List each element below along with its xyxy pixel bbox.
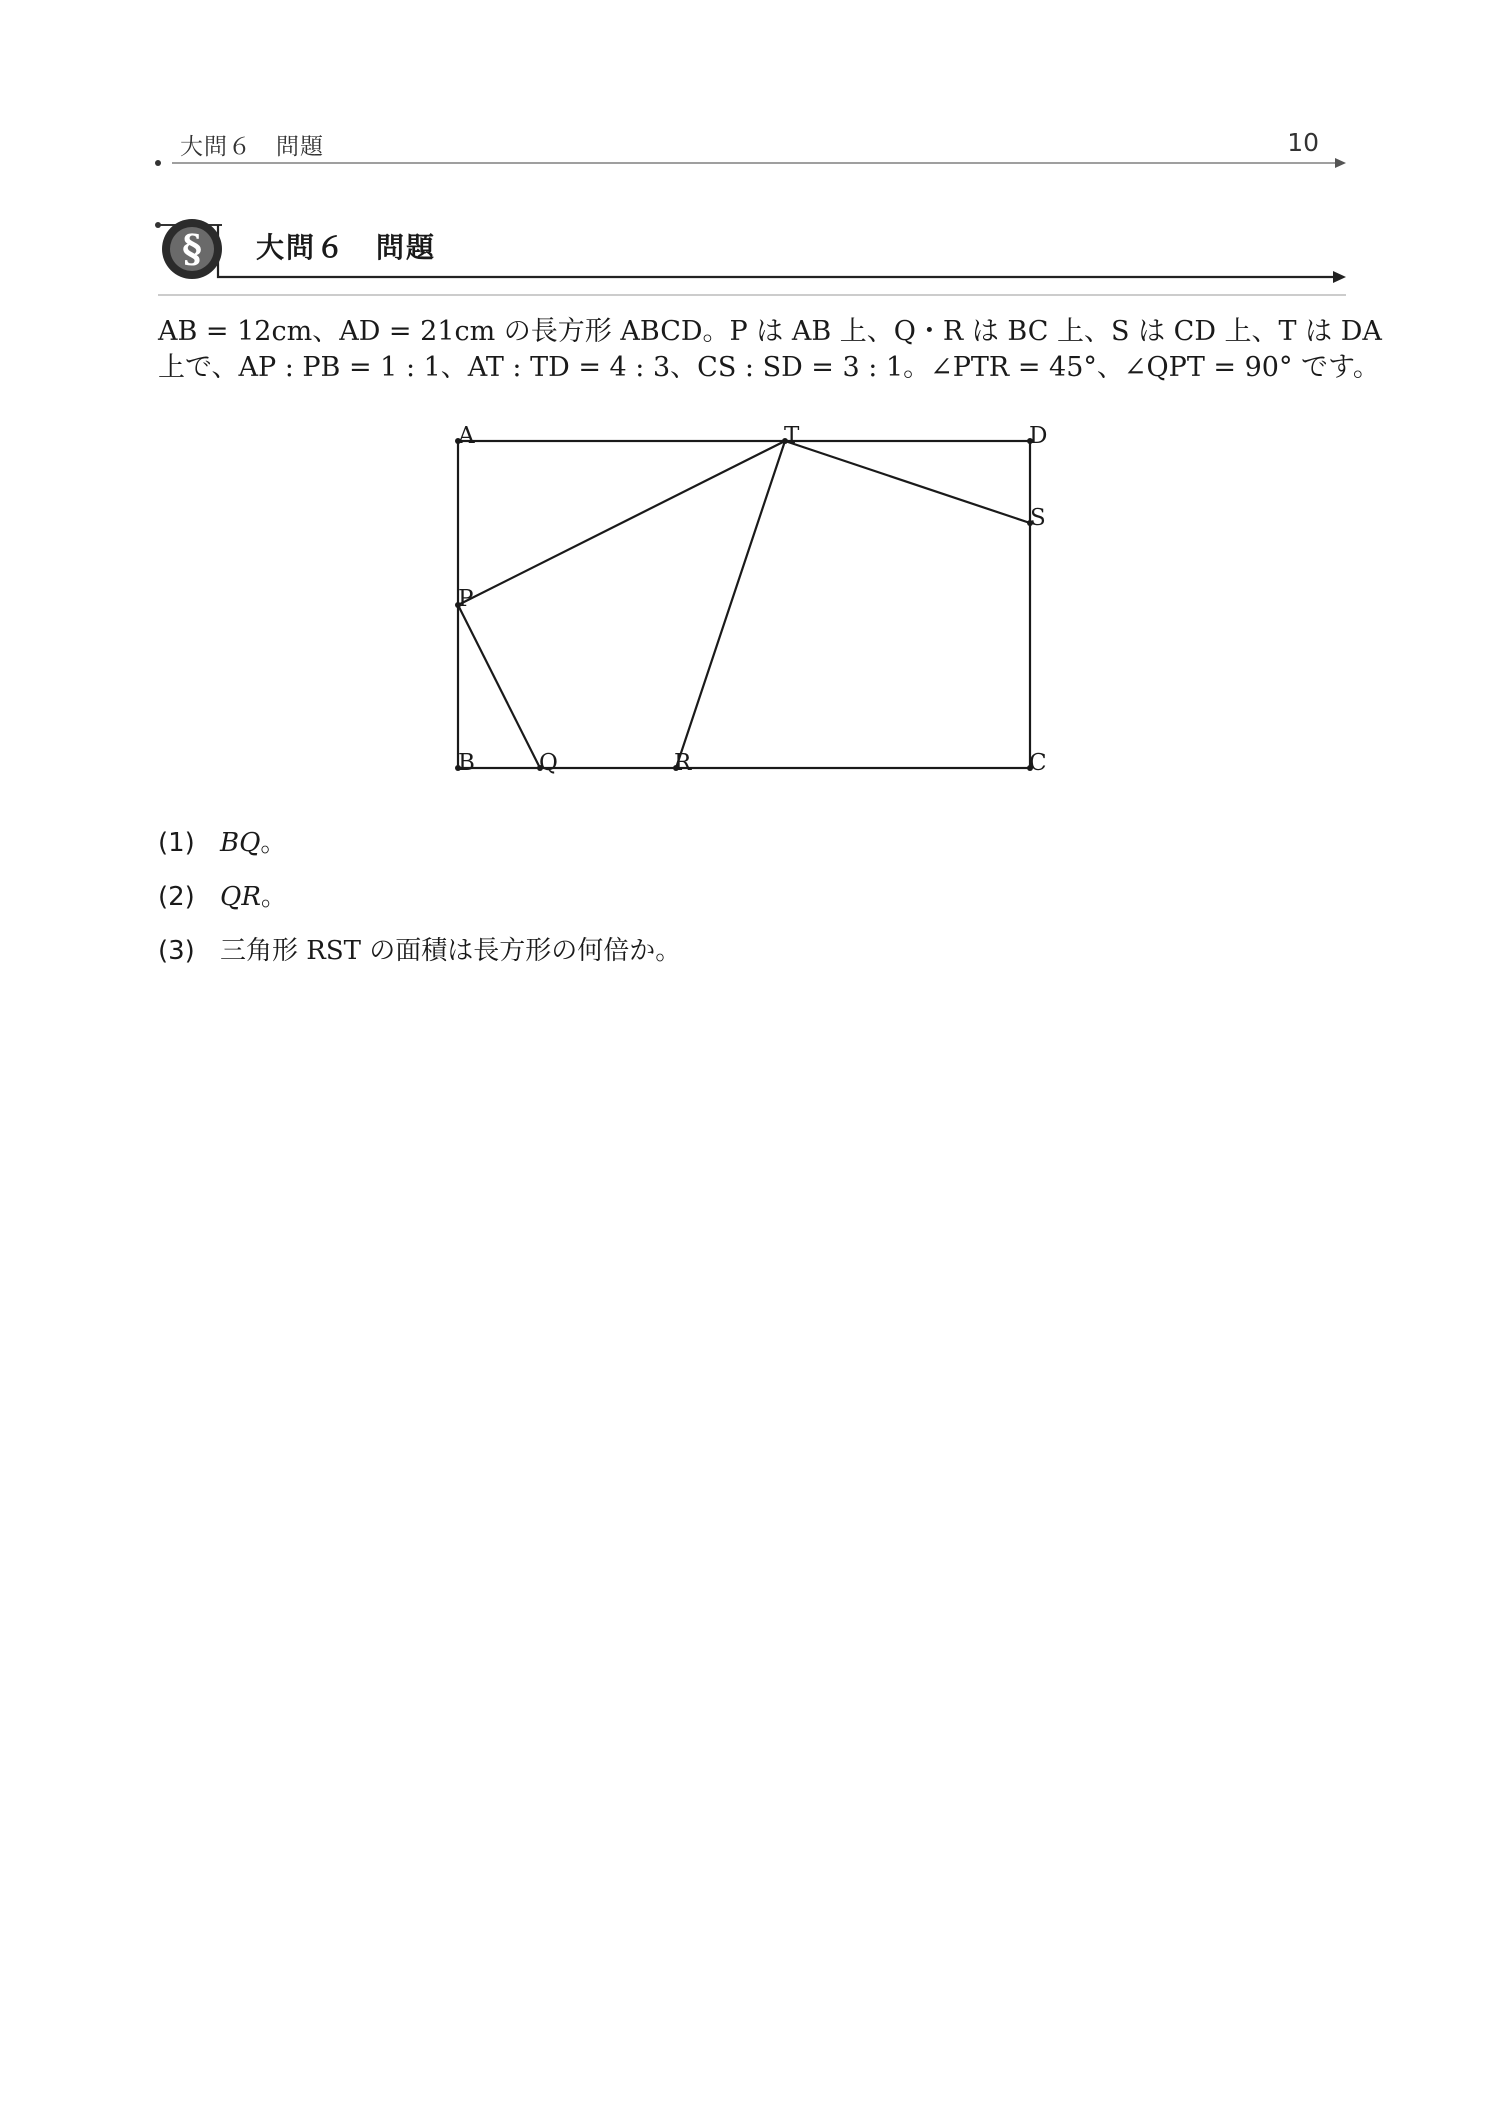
question-number: (3)	[158, 936, 195, 966]
label-d: D	[1029, 423, 1048, 449]
svg-text:§: §	[182, 226, 202, 271]
question-text: QR	[220, 882, 261, 912]
segment-pt	[458, 441, 785, 605]
label-p: P	[458, 586, 474, 612]
rectangle-abcd	[458, 441, 1030, 768]
question-3	[158, 930, 681, 967]
question-2	[158, 876, 287, 913]
question-1	[158, 822, 286, 859]
question-suffix: 。	[260, 882, 287, 912]
page-number: 10	[1287, 128, 1319, 157]
label-a: A	[458, 423, 475, 449]
problem-text-line-1: AB = 12cm、AD = 21cm の長方形 ABCD。P は AB 上、Q・R は BC 上、S は CD 上、T は DA	[158, 316, 1382, 347]
label-r: R	[674, 750, 692, 776]
segment-tr	[676, 441, 785, 768]
segment-ts	[785, 441, 1030, 523]
label-s: S	[1030, 505, 1046, 531]
question-text: BQ	[220, 828, 261, 858]
section-title: 大問６ 問題	[256, 231, 437, 264]
segment-pq	[458, 605, 540, 768]
label-t: T	[784, 423, 800, 449]
running-header-title: 大問６ 問題	[180, 134, 324, 160]
question-number: (2)	[158, 882, 195, 912]
question-text: 三角形 RST の面積は長方形の何倍か。	[220, 936, 682, 966]
label-q: Q	[539, 750, 558, 776]
label-c: C	[1029, 750, 1047, 776]
problem-text-line-2: 上で、AP : PB = 1 : 1、AT : TD = 4 : 3、CS : SD = 3 : 1。∠PTR = 45°、∠QPT = 90° です。	[158, 352, 1380, 383]
label-b: B	[458, 750, 475, 776]
question-suffix: 。	[260, 828, 287, 858]
question-number: (1)	[158, 828, 195, 858]
